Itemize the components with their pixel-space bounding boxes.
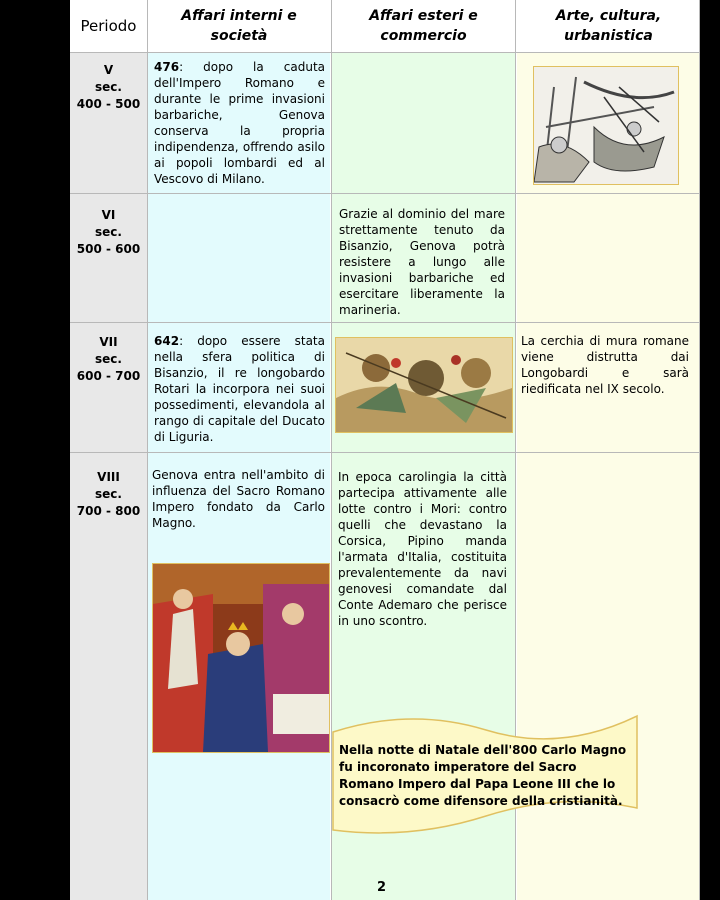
interni-text: : dopo la caduta dell'Impero Romano e durante le prime invasioni barbariche, Genova conserva la propria indipendenza, offrendo asilo ai popoli lombardi ed al Vescovo di Milano. (154, 60, 325, 186)
year-label: 642 (154, 334, 180, 348)
period-sec: sec. (95, 80, 122, 94)
grid-line (70, 52, 700, 53)
period-sec: sec. (95, 352, 122, 366)
period-number: VII (99, 335, 118, 349)
period-range: 400 - 500 (76, 97, 141, 111)
grid-line (699, 0, 700, 900)
period-vi (70, 207, 147, 258)
period-vii (70, 334, 147, 385)
banner-text: Nella notte di Natale dell'800 Carlo Magno fu incoronato imperatore del Sacro Romano Impero dal Papa Leone III che lo consacrò come difensore della cristianità. (339, 743, 627, 808)
header-affari-esteri: Affari esteri e commercio (332, 0, 515, 52)
period-sec: sec. (95, 487, 122, 501)
ship-battle-illustration (533, 66, 679, 185)
esteri-vi: Grazie al dominio del mare strettamente tenuto da Bisanzio, Genova potrà resistere a lungo alle invasioni barbariche ed esercitare liberamente la marineria. (339, 207, 505, 317)
column-periodo-bg (70, 0, 147, 900)
esteri-viii: In epoca carolingia la città partecipa attivamente alle lotte contro i Mori: contro quelli che devastano la Corsica, Pipino manda l'armata d'Italia, costituita prevalentemente da navi genovesi comandate dal Conte Ademaro che perisce in uno scontro. (338, 470, 507, 628)
grid-line (147, 0, 148, 900)
period-v (70, 62, 147, 113)
period-range: 600 - 700 (76, 369, 141, 383)
interni-vii (154, 333, 325, 445)
interni-v (154, 59, 325, 187)
arte-vii: La cerchia di mura romane viene distrutta dai Longobardi e sarà riedificata nel IX secolo. (521, 334, 689, 396)
page-number: 2 (377, 880, 387, 895)
period-range: 500 - 600 (76, 242, 141, 256)
timeline-page (70, 0, 700, 900)
grid-line (70, 193, 700, 194)
period-sec: sec. (95, 225, 122, 239)
interni-viii: Genova entra nell'ambito di influenza del Sacro Romano Impero fondato da Carlo Magno. (152, 468, 325, 530)
period-number: VI (101, 208, 116, 222)
grid-line (70, 452, 700, 453)
battle-painting (335, 337, 513, 433)
coronation-painting (152, 563, 330, 753)
year-label: 476 (154, 60, 180, 74)
header-arte: Arte, cultura, urbanistica (517, 0, 700, 52)
period-range: 700 - 800 (76, 504, 141, 518)
period-viii (70, 469, 147, 520)
period-number: VIII (97, 470, 120, 484)
header-affari-interni: Affari interni e società (148, 0, 330, 52)
period-number: V (103, 63, 114, 77)
interni-text: : dopo essere stata nella sfera politica di Bisanzio, il re longobardo Rotari la incorpora nei suoi possedimenti, elevandola al rango di capitale del Ducato di Liguria. (154, 334, 325, 444)
header-periodo: Periodo (70, 0, 147, 52)
grid-line (70, 322, 700, 323)
